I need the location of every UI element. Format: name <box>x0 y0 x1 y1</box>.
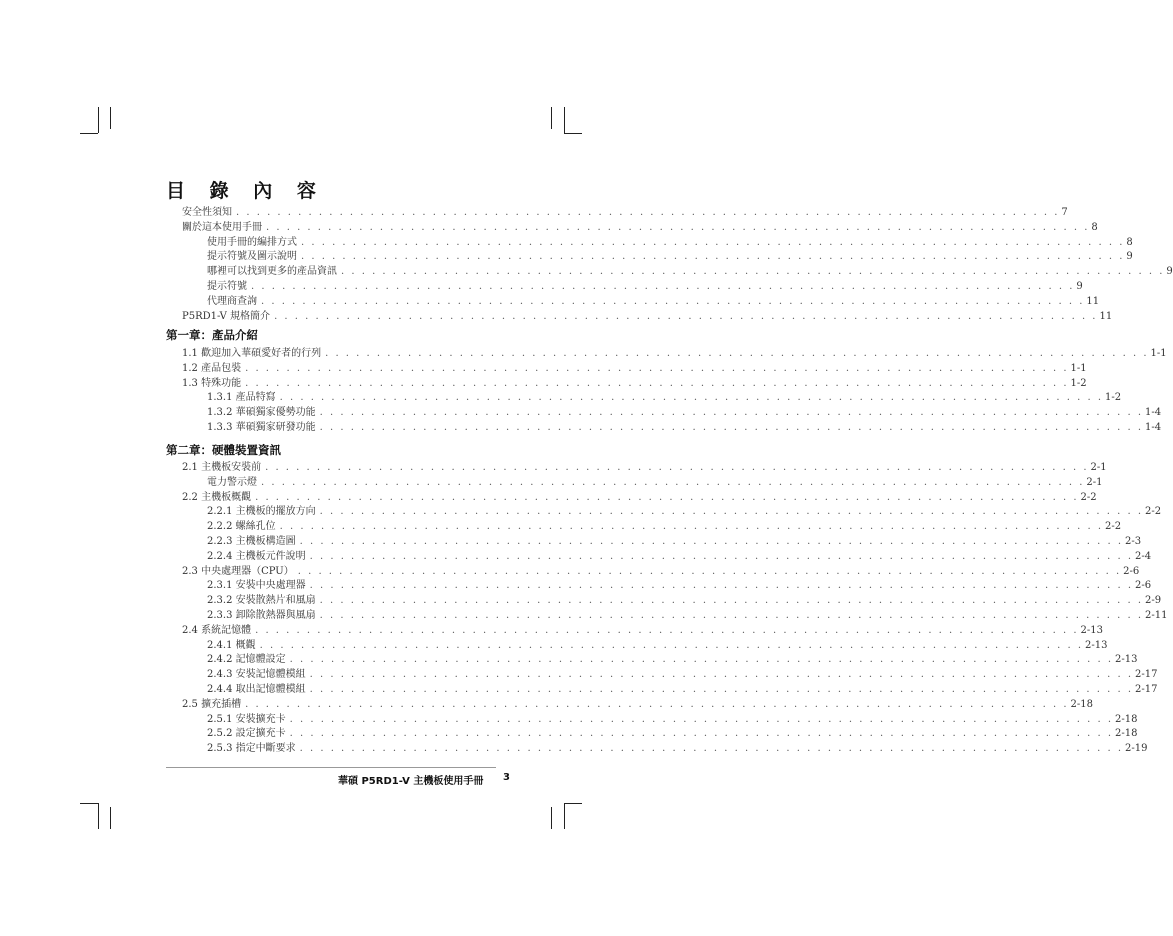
toc-dot-leader: . . . . . . . . . . . . . . . . . . . . . . . . . . . . . . . . . . . . . . . . . . . . . . . . . . . . . . . . . . . . . . . . . . . . . . . . . . . . . . . . <box>301 236 1125 248</box>
crop-mark-br-h <box>564 803 582 804</box>
toc-entry[interactable] <box>207 235 1133 250</box>
toc-entry-number: 2.4.1 <box>207 639 236 651</box>
toc-entry-number: 2.3.3 <box>207 610 236 621</box>
toc-entry[interactable] <box>207 726 1138 741</box>
toc-dot-leader: . . . . . . . . . . . . . . . . . . . . . . . . . . . . . . . . . . . . . . . . . . . . . . . . . . . . . . . . . . . . . . . . . . . . . . . . . . . . . . . . <box>279 392 1104 404</box>
toc-entry-page: 2-3 <box>1125 536 1142 547</box>
toc-dot-leader: . . . . . . . . . . . . . . . . . . . . . . . . . . . . . . . . . . . . . . . . . . . . . . . . . . . . . . . . . . . . . . . . . . . . . . . . . . . . . . . . <box>309 580 1134 592</box>
toc-entry-label <box>182 361 245 376</box>
toc-entry[interactable] <box>207 390 1122 405</box>
toc-entry-page: 9 <box>1076 281 1083 292</box>
toc-entry-number: 2.5 <box>182 698 202 710</box>
toc-entry-label <box>182 564 298 579</box>
toc-dot-leader: . . . . . . . . . . . . . . . . . . . . . . . . . . . . . . . . . . . . . . . . . . . . . . . . . . . . . . . . . . . . . . . . . . . . . . . . . . . . . . . . <box>309 684 1134 695</box>
toc-entry-page: 2-2 <box>1105 521 1122 533</box>
toc-entry-page: 2-1 <box>1090 462 1107 473</box>
crop-mark-tl-h <box>80 133 98 134</box>
toc-entry[interactable] <box>207 519 1122 534</box>
toc-entry-title: 主機板安裝前 <box>201 462 262 473</box>
toc-entry[interactable] <box>182 346 1167 361</box>
toc-entry-number: 1.1 <box>182 348 202 359</box>
toc-entry-title: 主機板概觀 <box>201 491 252 503</box>
toc-entry[interactable] <box>182 697 1093 712</box>
toc-entry[interactable] <box>207 638 1108 653</box>
toc-entry[interactable] <box>207 279 1083 294</box>
toc-entry-title: P5RD1-V 規格簡介 <box>182 310 271 322</box>
toc-entry-number: 2.4.4 <box>207 684 236 695</box>
toc-entry-label <box>207 475 261 490</box>
toc-entry-number: 2.2.1 <box>207 506 236 518</box>
toc-entry[interactable] <box>182 623 1103 638</box>
toc-entry-page: 2-2 <box>1080 491 1097 503</box>
toc-entry-label <box>207 249 301 264</box>
crop-mark-br-v <box>564 803 565 829</box>
toc-dot-leader: . . . . . . . . . . . . . . . . . . . . . . . . . . . . . . . . . . . . . . . . . . . . . . . . . . . . . . . . . . . . . . . . . . . . . . . . . . . . . . . . <box>319 422 1144 433</box>
toc-entry-page: 2-2 <box>1145 506 1162 518</box>
toc-entry-page: 1-1 <box>1070 362 1087 374</box>
toc-entry[interactable] <box>207 578 1152 593</box>
toc-entry-title: 安裝記憶體模組 <box>235 669 306 681</box>
toc-entry-title: 指定中斷要求 <box>235 743 296 755</box>
toc-entry-page: 2-13 <box>1085 639 1108 651</box>
toc-dot-leader: . . . . . . . . . . . . . . . . . . . . . . . . . . . . . . . . . . . . . . . . . . . . . . . . . . . . . . . . . . . . . . . . . . . . . . . . . . . . . . . . <box>236 207 1060 218</box>
toc-entry-title: 華碩獨家優勢功能 <box>235 407 316 419</box>
toc-entry-number: 1.3.2 <box>207 407 236 419</box>
toc-entry-number: 2.2 <box>182 491 202 503</box>
toc-entry-title: 關於這本使用手冊 <box>182 221 262 233</box>
toc-entry-label <box>207 235 301 250</box>
toc-entry-page: 2-9 <box>1145 595 1162 607</box>
toc-dot-leader: . . . . . . . . . . . . . . . . . . . . . . . . . . . . . . . . . . . . . . . . . . . . . . . . . . . . . . . . . . . . . . . . . . . . . . . . . . . . . . . . <box>279 521 1104 533</box>
toc-entry-label <box>207 294 261 309</box>
toc-entry-title: 取出記憶體模組 <box>235 684 306 695</box>
toc-entry-page: 2-17 <box>1135 669 1158 681</box>
toc-entry-title: 電力警示燈 <box>207 476 257 488</box>
toc-entry-label <box>207 405 320 420</box>
toc-entry-page: 2-18 <box>1115 713 1138 725</box>
toc-dot-leader: . . . . . . . . . . . . . . . . . . . . . . . . . . . . . . . . . . . . . . . . . . . . . . . . . . . . . . . . . . . . . . . . . . . . . . . . . . . . . . . . <box>265 462 1089 473</box>
toc-entry[interactable] <box>207 405 1162 420</box>
footer-text: 華碩 P5RD1-V 主機板使用手冊 <box>338 776 484 787</box>
toc-entry-number: 1.3 <box>182 377 202 389</box>
toc-entry-title: 主機板構造圖 <box>235 536 296 547</box>
toc-entry-label <box>207 741 300 756</box>
toc-entry-label <box>207 608 320 623</box>
toc-entry-label <box>182 376 245 391</box>
toc-entry-page: 7 <box>1061 207 1068 218</box>
crop-mark-bl-h <box>80 803 98 804</box>
toc-dot-leader: . . . . . . . . . . . . . . . . . . . . . . . . . . . . . . . . . . . . . . . . . . . . . . . . . . . . . . . . . . . . . . . . . . . . . . . . . . . . . . . . <box>309 669 1134 681</box>
toc-entry-page: 2-13 <box>1080 624 1103 636</box>
toc-entry-label <box>207 420 320 435</box>
chapter1-heading: 第一章：產品介紹 <box>166 328 258 342</box>
toc-dot-leader: . . . . . . . . . . . . . . . . . . . . . . . . . . . . . . . . . . . . . . . . . . . . . . . . . . . . . . . . . . . . . . . . . . . . . . . . . . . . . . . . <box>259 639 1084 651</box>
toc-entry[interactable] <box>207 593 1162 608</box>
crop-mark-tl-v <box>110 107 111 129</box>
toc-entry-page: 8 <box>1126 236 1133 248</box>
toc-entry-title: 螺絲孔位 <box>235 521 276 533</box>
toc-entry-number: 2.3 <box>182 565 202 577</box>
toc-dot-leader: . . . . . . . . . . . . . . . . . . . . . . . . . . . . . . . . . . . . . . . . . . . . . . . . . . . . . . . . . . . . . . . . . . . . . . . . . . . . . . . . <box>319 407 1144 419</box>
crop-mark-bl-v2 <box>110 807 111 829</box>
toc-entry-label <box>207 682 310 697</box>
toc-dot-leader: . . . . . . . . . . . . . . . . . . . . . . . . . . . . . . . . . . . . . . . . . . . . . . . . . . . . . . . . . . . . . . . . . . . . . . . . . . . . . . . . <box>319 595 1144 607</box>
toc-entry-title: 概觀 <box>235 639 256 651</box>
toc-entry-label <box>207 279 251 294</box>
toc-entry-label <box>207 667 310 682</box>
toc-entry-title: 設定擴充卡 <box>235 728 286 740</box>
toc-entry[interactable] <box>207 549 1152 564</box>
toc-entry-page: 2-13 <box>1115 654 1138 666</box>
toc-entry-label <box>207 519 280 534</box>
toc-entry-label <box>182 623 255 638</box>
toc-entry-title: 安裝散熱片和風扇 <box>235 595 316 607</box>
toc-dot-leader: . . . . . . . . . . . . . . . . . . . . . . . . . . . . . . . . . . . . . . . . . . . . . . . . . . . . . . . . . . . . . . . . . . . . . . . . . . . . . . . . <box>289 728 1114 740</box>
toc-entry-title: 產品特寫 <box>235 392 276 404</box>
toc-entry-title: 記憶體設定 <box>235 654 286 666</box>
crop-mark-tr-h <box>564 133 582 134</box>
toc-entry-title: 特殊功能 <box>201 377 242 389</box>
toc-dot-leader: . . . . . . . . . . . . . . . . . . . . . . . . . . . . . . . . . . . . . . . . . . . . . . . . . . . . . . . . . . . . . . . . . . . . . . . . . . . . . . . . <box>341 266 1165 278</box>
toc-dot-leader: . . . . . . . . . . . . . . . . . . . . . . . . . . . . . . . . . . . . . . . . . . . . . . . . . . . . . . . . . . . . . . . . . . . . . . . . . . . . . . . . <box>274 310 1098 322</box>
toc-entry[interactable] <box>182 220 1098 235</box>
toc-entry-page: 1-4 <box>1145 422 1162 433</box>
toc-entry-title: 擴充插槽 <box>201 698 242 710</box>
crop-mark-br-v2 <box>551 807 552 829</box>
toc-entry-number: 2.4.3 <box>207 669 236 681</box>
toc-entry-label <box>207 578 310 593</box>
toc-entry-title: 提示符號 <box>207 281 247 292</box>
toc-dot-leader: . . . . . . . . . . . . . . . . . . . . . . . . . . . . . . . . . . . . . . . . . . . . . . . . . . . . . . . . . . . . . . . . . . . . . . . . . . . . . . . . <box>319 610 1144 621</box>
toc-entry-title: 系統記憶體 <box>201 624 252 636</box>
toc-entry-number: 2.1 <box>182 462 202 473</box>
toc-entry-page: 8 <box>1091 221 1098 233</box>
toc-entry-label <box>207 593 320 608</box>
toc-entry-page: 1-2 <box>1070 377 1087 389</box>
toc-entry-title: 卸除散熱器與風扇 <box>235 610 316 621</box>
toc-entry-label <box>207 390 280 405</box>
toc-entry-number: 1.3.1 <box>207 392 236 404</box>
toc-dot-leader: . . . . . . . . . . . . . . . . . . . . . . . . . . . . . . . . . . . . . . . . . . . . . . . . . . . . . . . . . . . . . . . . . . . . . . . . . . . . . . . . <box>299 536 1124 547</box>
crop-mark-tr-v <box>551 107 552 129</box>
toc-entry-label <box>207 638 260 653</box>
toc-entry-label <box>207 712 290 727</box>
toc-entry-page: 2-6 <box>1123 565 1140 577</box>
toc-entry-label <box>182 346 325 361</box>
toc-entry[interactable] <box>207 608 1168 623</box>
toc-entry-number: 2.5.1 <box>207 713 236 725</box>
toc-entry-page: 11 <box>1099 310 1113 322</box>
footer-rule <box>166 767 496 768</box>
toc-entry[interactable] <box>207 712 1138 727</box>
toc-entry[interactable] <box>207 741 1148 756</box>
toc-dot-leader: . . . . . . . . . . . . . . . . . . . . . . . . . . . . . . . . . . . . . . . . . . . . . . . . . . . . . . . . . . . . . . . . . . . . . . . . . . . . . . . . <box>299 743 1124 755</box>
toc-entry[interactable] <box>182 564 1140 579</box>
toc-entry[interactable] <box>182 361 1087 376</box>
toc-entry[interactable] <box>207 652 1138 667</box>
toc-dot-leader: . . . . . . . . . . . . . . . . . . . . . . . . . . . . . . . . . . . . . . . . . . . . . . . . . . . . . . . . . . . . . . . . . . . . . . . . . . . . . . . . <box>297 565 1122 577</box>
page-title: 目 錄 內 容 <box>166 180 325 202</box>
toc-entry-number: 2.5.2 <box>207 728 236 740</box>
toc-entry-number: 2.3.1 <box>207 580 236 592</box>
toc-entry-title: 安全性須知 <box>182 207 232 218</box>
toc-entry-number: 2.3.2 <box>207 595 236 607</box>
toc-entry-page: 2-17 <box>1135 684 1158 695</box>
toc-entry-label <box>207 534 300 549</box>
toc-entry-label <box>207 264 341 279</box>
crop-mark-tr-v2 <box>564 107 565 133</box>
toc-entry-page: 2-1 <box>1086 476 1103 488</box>
toc-entry-label <box>182 309 274 324</box>
toc-dot-leader: . . . . . . . . . . . . . . . . . . . . . . . . . . . . . . . . . . . . . . . . . . . . . . . . . . . . . . . . . . . . . . . . . . . . . . . . . . . . . . . . <box>309 550 1134 562</box>
toc-entry-number: 2.2.4 <box>207 550 236 562</box>
toc-entry[interactable] <box>207 682 1158 697</box>
toc-entry-page: 2-18 <box>1115 728 1138 740</box>
toc-entry-page: 9 <box>1166 266 1173 278</box>
toc-entry-title: 安裝擴充卡 <box>235 713 286 725</box>
toc-entry[interactable] <box>182 376 1087 391</box>
toc-entry[interactable] <box>182 309 1113 324</box>
crop-mark-tl-v2 <box>98 107 99 133</box>
toc-entry[interactable] <box>182 460 1107 475</box>
toc-dot-leader: . . . . . . . . . . . . . . . . . . . . . . . . . . . . . . . . . . . . . . . . . . . . . . . . . . . . . . . . . . . . . . . . . . . . . . . . . . . . . . . . <box>255 491 1079 503</box>
toc-entry[interactable] <box>207 534 1142 549</box>
toc-entry-title: 主機板元件說明 <box>235 550 306 562</box>
toc-entry-number: 2.5.3 <box>207 743 236 755</box>
toc-entry-title: 歡迎加入華碩愛好者的行列 <box>201 348 322 359</box>
toc-entry-title: 安裝中央處理器 <box>235 580 306 592</box>
toc-entry-page: 1-2 <box>1105 392 1122 404</box>
toc-entry-title: 代理商查詢 <box>207 295 257 307</box>
toc-dot-leader: . . . . . . . . . . . . . . . . . . . . . . . . . . . . . . . . . . . . . . . . . . . . . . . . . . . . . . . . . . . . . . . . . . . . . . . . . . . . . . . . <box>251 281 1075 292</box>
toc-entry-title: 使用手冊的編排方式 <box>207 236 297 248</box>
footer-page-number: 3 <box>503 772 510 783</box>
toc-entry-title: 提示符號及圖示說明 <box>207 251 297 263</box>
toc-entry-number: 2.2.3 <box>207 536 236 547</box>
toc-entry-page: 2-11 <box>1145 610 1168 621</box>
toc-entry-number: 1.3.3 <box>207 422 236 433</box>
toc-entry-page: 1-4 <box>1145 407 1162 419</box>
toc-entry-title: 主機板的擺放方向 <box>235 506 316 518</box>
toc-entry-label <box>207 652 290 667</box>
toc-entry-page: 11 <box>1086 295 1100 307</box>
toc-dot-leader: . . . . . . . . . . . . . . . . . . . . . . . . . . . . . . . . . . . . . . . . . . . . . . . . . . . . . . . . . . . . . . . . . . . . . . . . . . . . . . . . <box>261 295 1085 307</box>
toc-dot-leader: . . . . . . . . . . . . . . . . . . . . . . . . . . . . . . . . . . . . . . . . . . . . . . . . . . . . . . . . . . . . . . . . . . . . . . . . . . . . . . . . <box>319 506 1144 518</box>
crop-mark-bl-v <box>98 803 99 829</box>
toc-entry[interactable] <box>182 205 1068 220</box>
toc-entry-label <box>182 460 265 475</box>
toc-entry-label <box>182 220 266 235</box>
toc-dot-leader: . . . . . . . . . . . . . . . . . . . . . . . . . . . . . . . . . . . . . . . . . . . . . . . . . . . . . . . . . . . . . . . . . . . . . . . . . . . . . . . . <box>325 348 1149 359</box>
toc-dot-leader: . . . . . . . . . . . . . . . . . . . . . . . . . . . . . . . . . . . . . . . . . . . . . . . . . . . . . . . . . . . . . . . . . . . . . . . . . . . . . . . . <box>261 476 1085 488</box>
toc-dot-leader: . . . . . . . . . . . . . . . . . . . . . . . . . . . . . . . . . . . . . . . . . . . . . . . . . . . . . . . . . . . . . . . . . . . . . . . . . . . . . . . . <box>245 362 1069 374</box>
toc-entry-page: 2-18 <box>1070 698 1093 710</box>
toc-dot-leader: . . . . . . . . . . . . . . . . . . . . . . . . . . . . . . . . . . . . . . . . . . . . . . . . . . . . . . . . . . . . . . . . . . . . . . . . . . . . . . . . <box>245 698 1069 710</box>
toc-entry-number: 2.4 <box>182 624 202 636</box>
toc-entry-label <box>182 490 255 505</box>
toc-entry-page: 2-19 <box>1125 743 1148 755</box>
toc-entry[interactable] <box>207 667 1158 682</box>
toc-entry-page: 2-6 <box>1135 580 1152 592</box>
toc-entry[interactable] <box>207 475 1103 490</box>
toc-entry-title: 中央處理器（CPU） <box>201 565 294 577</box>
toc-dot-leader: . . . . . . . . . . . . . . . . . . . . . . . . . . . . . . . . . . . . . . . . . . . . . . . . . . . . . . . . . . . . . . . . . . . . . . . . . . . . . . . . <box>289 713 1114 725</box>
toc-entry-title: 產品包裝 <box>201 362 242 374</box>
toc-entry-title: 華碩獨家研發功能 <box>235 422 316 433</box>
toc-entry-label <box>207 726 290 741</box>
toc-entry[interactable] <box>207 420 1162 435</box>
toc-entry[interactable] <box>207 504 1162 519</box>
toc-entry-number: 2.4.2 <box>207 654 236 666</box>
toc-dot-leader: . . . . . . . . . . . . . . . . . . . . . . . . . . . . . . . . . . . . . . . . . . . . . . . . . . . . . . . . . . . . . . . . . . . . . . . . . . . . . . . . <box>255 624 1079 636</box>
toc-entry-label <box>207 504 320 519</box>
toc-entry-label <box>182 205 236 220</box>
toc-entry[interactable] <box>207 264 1173 279</box>
toc-entry-number: 1.2 <box>182 362 202 374</box>
toc-dot-leader: . . . . . . . . . . . . . . . . . . . . . . . . . . . . . . . . . . . . . . . . . . . . . . . . . . . . . . . . . . . . . . . . . . . . . . . . . . . . . . . . <box>301 251 1125 263</box>
toc-entry-page: 9 <box>1126 251 1133 263</box>
toc-entry[interactable] <box>182 490 1097 505</box>
toc-entry-title: 哪裡可以找到更多的產品資訊 <box>207 266 337 278</box>
toc-entry-label <box>182 697 245 712</box>
toc-dot-leader: . . . . . . . . . . . . . . . . . . . . . . . . . . . . . . . . . . . . . . . . . . . . . . . . . . . . . . . . . . . . . . . . . . . . . . . . . . . . . . . . <box>289 654 1114 666</box>
toc-entry[interactable] <box>207 249 1133 264</box>
toc-entry-page: 1-1 <box>1150 348 1167 359</box>
toc-entry-number: 2.2.2 <box>207 521 236 533</box>
chapter2-heading: 第二章：硬體裝置資訊 <box>166 443 281 457</box>
toc-dot-leader: . . . . . . . . . . . . . . . . . . . . . . . . . . . . . . . . . . . . . . . . . . . . . . . . . . . . . . . . . . . . . . . . . . . . . . . . . . . . . . . . <box>245 377 1069 389</box>
toc-entry-page: 2-4 <box>1135 550 1152 562</box>
toc-dot-leader: . . . . . . . . . . . . . . . . . . . . . . . . . . . . . . . . . . . . . . . . . . . . . . . . . . . . . . . . . . . . . . . . . . . . . . . . . . . . . . . . <box>266 221 1090 233</box>
toc-entry-label <box>207 549 310 564</box>
toc-entry[interactable] <box>207 294 1100 309</box>
